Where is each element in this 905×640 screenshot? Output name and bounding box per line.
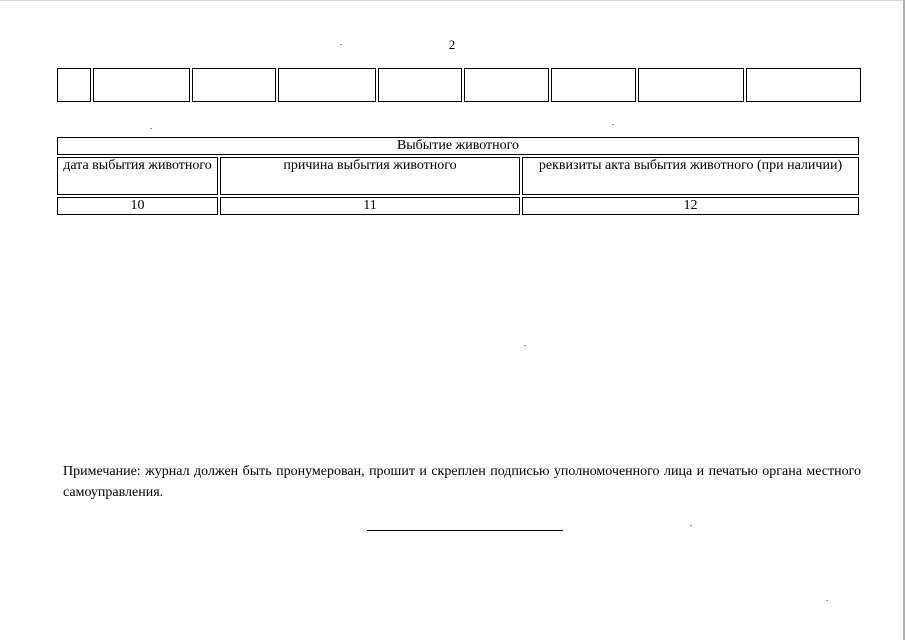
table-header-row [57,157,859,195]
table-cell [638,68,744,102]
table-cell [378,68,462,102]
column-number-10: 10 [57,197,218,215]
table-group-header-row [57,137,859,155]
table-cell [93,68,190,102]
scan-speck [826,600,828,601]
table-cell [464,68,549,102]
page-number: 2 [448,37,456,52]
table-cell [746,68,861,102]
table-cell [57,68,91,102]
scan-speck [340,44,342,45]
scan-speck [690,525,692,526]
scan-speck [612,124,614,125]
page-top-edge [0,0,905,1]
header-disposal-reason: причина выбытия животного [220,157,520,195]
continued-table-row [57,68,861,102]
scan-speck [524,345,526,346]
footnote-text: Примечание: журнал должен быть пронумерован, прошит и скреплен подписью уполномоченного лица и печатью органа местного самоуправления. [63,464,861,500]
closing-rule-line [367,530,563,531]
table-cell [192,68,276,102]
group-title-cell: Выбытие животного [57,137,859,155]
animal-disposal-table [55,135,861,217]
table-column-number-row [57,197,859,215]
header-disposal-act-details: реквизиты акта выбытия животного (при наличии) [522,157,859,195]
table-cell [551,68,636,102]
scan-speck [150,128,152,129]
header-disposal-date: дата выбытия животного [57,157,218,195]
column-number-11: 11 [220,197,520,215]
table-cell [278,68,376,102]
column-number-12: 12 [522,197,859,215]
